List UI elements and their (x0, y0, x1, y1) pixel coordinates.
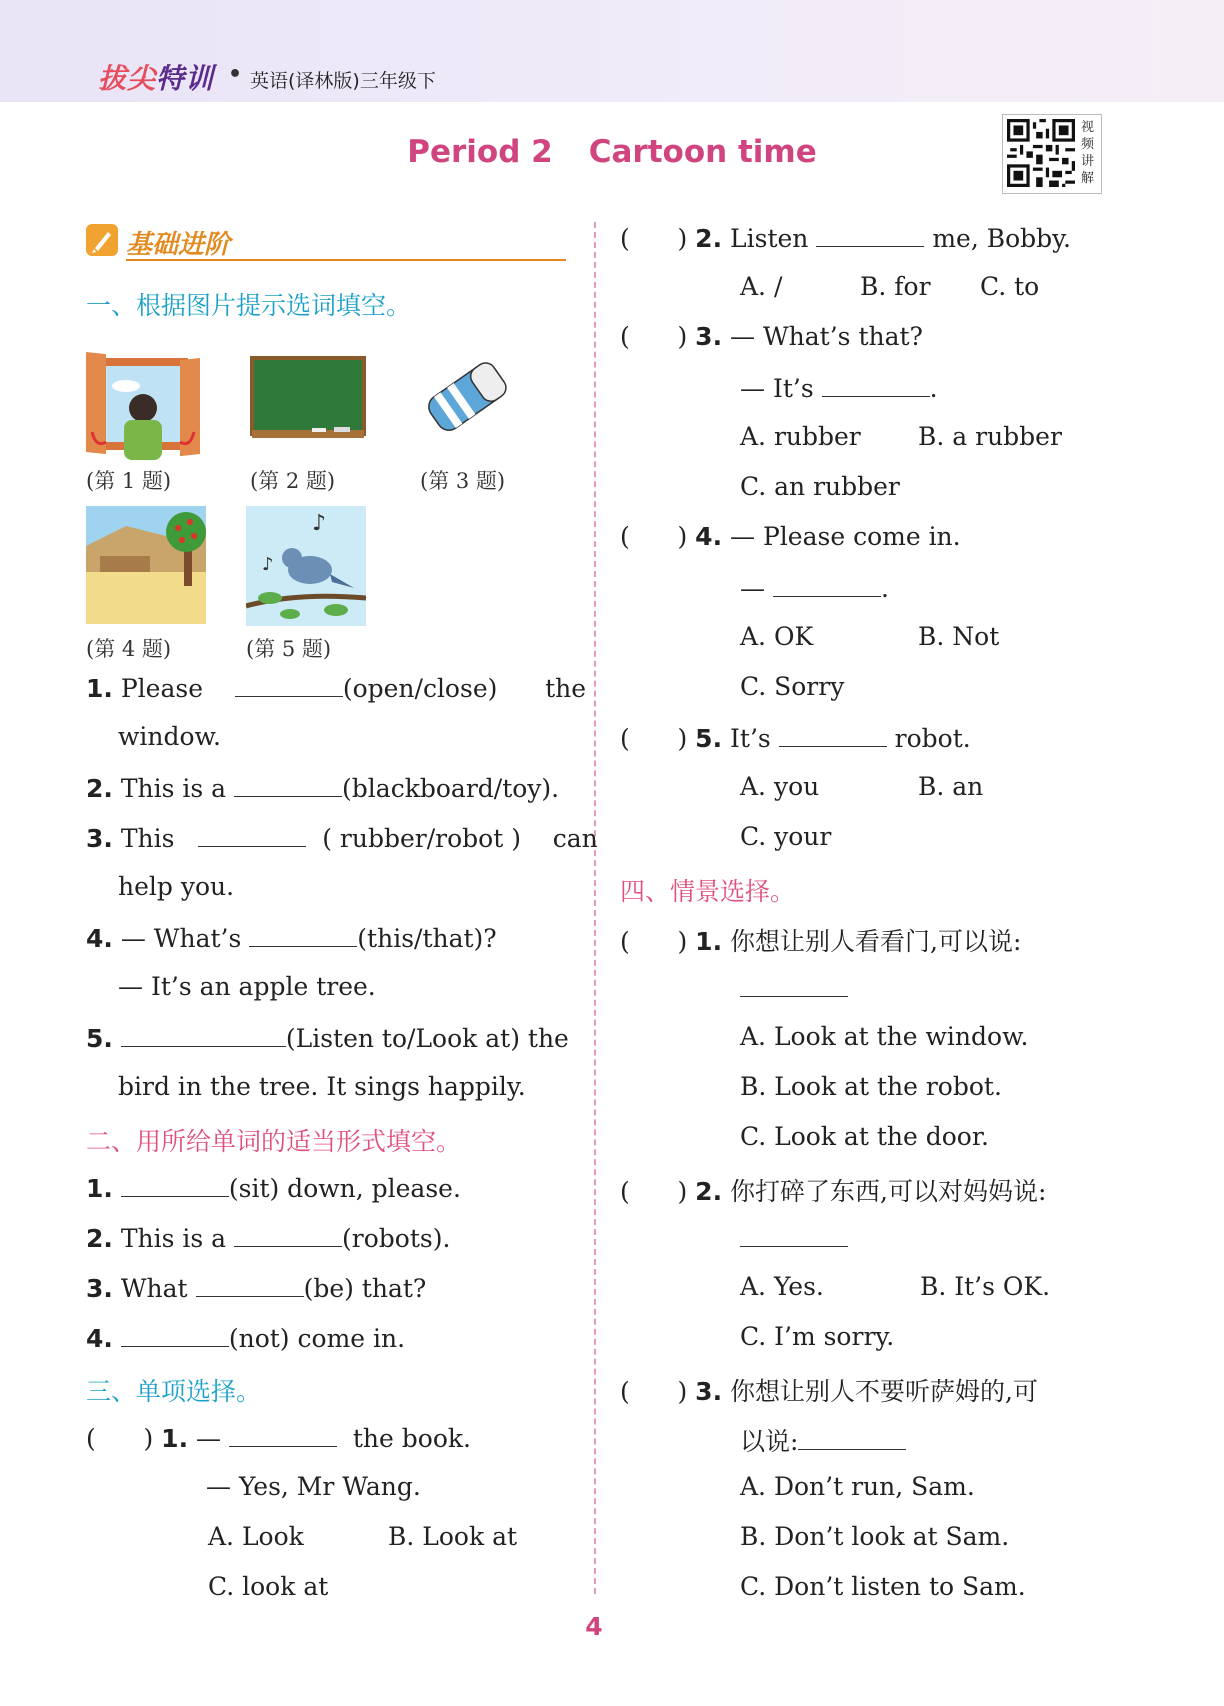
answer-blank[interactable] (798, 1425, 906, 1450)
caption-3: (第 3 题) (420, 469, 506, 493)
answer-blank[interactable] (121, 1172, 229, 1197)
p3-q4-optC[interactable]: C. Sorry (740, 672, 845, 701)
caption-4: (第 4 题) (86, 637, 172, 661)
answer-blank[interactable] (234, 772, 342, 797)
answer-blank[interactable] (235, 672, 343, 697)
p4-q2-optC[interactable]: C. I’m sorry. (740, 1322, 895, 1351)
video-qr-box[interactable] (1002, 114, 1102, 194)
apple-tree-picture (86, 506, 206, 624)
p3-q5-optB[interactable]: B. an (918, 772, 984, 801)
subject-label: 英语(译林版)三年级下 (250, 70, 436, 92)
p4-q1-optB[interactable]: B. Look at the robot. (740, 1072, 1002, 1101)
p3-q5-optA[interactable]: A. you (740, 772, 820, 801)
answer-blank[interactable] (773, 572, 881, 597)
p1-q3-line1: 3. This ( rubber/robot ) can (86, 824, 598, 853)
p4-q1-line1: ( ) 1. 你想让别人看看门,可以说: (620, 927, 1022, 956)
p3-q1-line2: — Yes, Mr Wang. (206, 1472, 421, 1501)
part3-heading: 三、单项选择。 (86, 1377, 262, 1406)
p1-q4-line1: 4. — What’s (this/that)? (86, 924, 497, 953)
p4-q3-optA[interactable]: A. Don’t run, Sam. (740, 1472, 975, 1501)
section-title: 基础进阶 (126, 230, 231, 260)
p3-q1-optA[interactable]: A. Look (208, 1522, 304, 1551)
answer-blank[interactable] (816, 222, 924, 247)
answer-blank[interactable] (198, 822, 306, 847)
lesson-name: Cartoon time (588, 134, 817, 170)
p2-q1: 1. (sit) down, please. (86, 1174, 461, 1203)
answer-blank[interactable] (196, 1272, 304, 1297)
caption-1: (第 1 题) (86, 469, 172, 493)
p3-q4-optA[interactable]: A. OK (740, 622, 814, 651)
p1-q1-line1: 1. Please (open/close) the (86, 674, 587, 703)
p3-q4-line2: — . (740, 574, 889, 603)
p1-q5-line1: 5. (Listen to/Look at) the (86, 1024, 569, 1053)
answer-blank[interactable] (121, 1022, 286, 1047)
p3-q2-optC[interactable]: C. to (980, 272, 1040, 301)
window-picture (86, 352, 200, 460)
p4-q1-optA[interactable]: A. Look at the window. (740, 1022, 1029, 1051)
p3-q2-optB[interactable]: B. for (860, 272, 931, 301)
p4-q2-optB[interactable]: B. It’s OK. (920, 1272, 1051, 1301)
column-divider (594, 222, 596, 1594)
answer-blank[interactable] (121, 1322, 229, 1347)
part2-heading: 二、用所给单词的适当形式填空。 (86, 1127, 462, 1156)
answer-blank[interactable] (779, 722, 887, 747)
svg-text:♪: ♪ (262, 554, 274, 575)
p4-q3-optB[interactable]: B. Don’t look at Sam. (740, 1522, 1010, 1551)
blackboard-picture (250, 356, 366, 440)
p3-q5-line1: ( ) 5. It’s robot. (620, 724, 971, 753)
p3-q1-optC[interactable]: C. look at (208, 1572, 329, 1601)
p4-q2-optA[interactable]: A. Yes. (740, 1272, 824, 1301)
pencil-icon (86, 224, 118, 256)
p3-q2-line1: ( ) 2. Listen me, Bobby. (620, 224, 1071, 253)
p3-q3-optB[interactable]: B. a rubber (918, 422, 1062, 451)
p3-q1-line1: ( ) 1. — the book. (86, 1424, 471, 1453)
caption-5: (第 5 题) (246, 637, 332, 661)
answer-blank[interactable] (822, 372, 930, 397)
p1-q5-line2: bird in the tree. It sings happily. (118, 1072, 526, 1101)
p1-q1-line2: window. (118, 722, 221, 751)
p4-q2-line1: ( ) 2. 你打碎了东西,可以对妈妈说: (620, 1177, 1047, 1206)
p1-q2: 2. This is a (blackboard/toy). (86, 774, 560, 803)
p4-q3-line2: 以说: (740, 1422, 906, 1458)
answer-blank[interactable] (249, 922, 357, 947)
answer-blank[interactable] (740, 1222, 848, 1247)
rubber-picture (420, 354, 514, 440)
header-bar (0, 0, 1224, 102)
bird-picture (246, 506, 366, 626)
section-underline (126, 259, 566, 261)
p3-q2-optA[interactable]: A. / (740, 272, 783, 301)
p3-q4-line1: ( ) 4. — Please come in. (620, 522, 961, 551)
p3-q5-optC[interactable]: C. your (740, 822, 832, 851)
p4-q1-optC[interactable]: C. Look at the door. (740, 1122, 989, 1151)
svg-text:♪: ♪ (312, 511, 327, 536)
part1-heading: 一、根据图片提示选词填空。 (86, 291, 412, 320)
answer-blank[interactable] (740, 972, 848, 997)
p3-q4-optB[interactable]: B. Not (918, 622, 1000, 651)
page-number: 4 (585, 1612, 603, 1641)
part4-heading: 四、情景选择。 (620, 877, 796, 906)
p3-q3-optC[interactable]: C. an rubber (740, 472, 900, 501)
section-header (86, 224, 570, 264)
p4-q2-line2 (740, 1222, 848, 1253)
p3-q3-optA[interactable]: A. rubber (740, 422, 861, 451)
caption-2: (第 2 题) (250, 469, 336, 493)
answer-blank[interactable] (229, 1422, 337, 1447)
period-label: Period 2 (407, 134, 553, 170)
qr-caption: 视 频 讲 解 (1081, 120, 1095, 186)
p3-q3-line1: ( ) 3. — What’s that? (620, 322, 923, 351)
p3-q3-line2: — It’s . (740, 374, 938, 403)
p4-q3-optC[interactable]: C. Don’t listen to Sam. (740, 1572, 1026, 1601)
p2-q3: 3. What (be) that? (86, 1274, 427, 1303)
p1-q3-line2: help you. (118, 872, 235, 901)
p4-q3-line1: ( ) 3. 你想让别人不要听萨姆的,可 (620, 1377, 1038, 1406)
p2-q2: 2. This is a (robots). (86, 1224, 451, 1253)
header-separator: • (228, 62, 243, 87)
qr-code-icon[interactable] (1007, 119, 1075, 187)
p3-q1-optB[interactable]: B. Look at (388, 1522, 518, 1551)
answer-blank[interactable] (234, 1222, 342, 1247)
p1-q4-line2: — It’s an apple tree. (118, 972, 376, 1001)
brand-logo: 拔尖特训 (98, 62, 215, 95)
p2-q4: 4. (not) come in. (86, 1324, 406, 1353)
p4-q1-line2 (740, 972, 848, 1003)
